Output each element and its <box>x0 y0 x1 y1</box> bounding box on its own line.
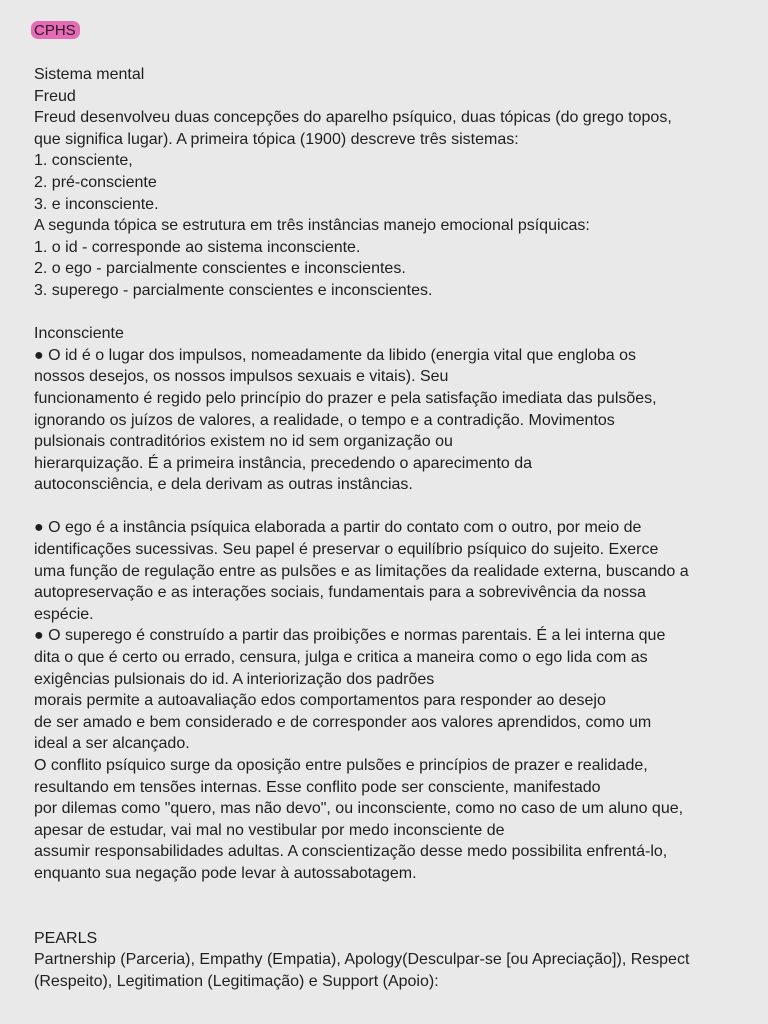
text-line: de ser amado e bem considerado e de corresponder aos valores aprendidos, como um <box>34 713 652 731</box>
text-line: funcionamento é regido pelo princípio do prazer e pela satisfação imediata das pulsões, <box>34 389 657 407</box>
section-sistema-mental <box>34 64 738 302</box>
text-line: ● O id é o lugar dos impulsos, nomeadamente da libido (energia vital que engloba os <box>34 346 637 364</box>
text-line: espécie. <box>34 605 94 623</box>
spacer <box>34 496 738 518</box>
text-line: autoconsciência, e dela derivam as outras instâncias. <box>34 476 413 494</box>
text-line: morais permite a autoavaliação edos comportamentos para responder ao desejo <box>34 692 606 710</box>
spacer <box>34 885 738 928</box>
text-line: identificações sucessivas. Seu papel é preservar o equilíbrio psíquico do sujeito. Exerce <box>34 541 659 559</box>
text-line: autopreservação e as interações sociais, fundamentais para a sobrevivência da nossa <box>34 584 646 602</box>
list-item: 2. pré-consciente <box>34 173 157 191</box>
highlight-tag: CPHS <box>31 21 80 39</box>
text-line: ● O ego é a instância psíquica elaborada a partir do contato com o outro, por meio de <box>34 519 642 537</box>
list-item: 1. o id - corresponde ao sistema inconsciente. <box>34 238 361 256</box>
text-line: Freud desenvolveu duas concepções do aparelho psíquico, duas tópicas (do grego topos, <box>34 109 672 127</box>
text-line: apesar de estudar, vai mal no vestibular por medo inconsciente de <box>34 821 505 839</box>
text-line: ● O superego é construído a partir das proibições e normas parentais. É a lei interna que <box>34 627 666 645</box>
text-line: dita o que é certo ou errado, censura, julga e critica a maneira como o ego lida com as <box>34 649 648 667</box>
list-item: 1. consciente, <box>34 152 133 170</box>
list-item: 2. o ego - parcialmente conscientes e inconscientes. <box>34 260 406 278</box>
section-heading: PEARLS <box>34 929 98 947</box>
text-line: Partnership (Parceria), Empathy (Empatia), Apology(Desculpar-se [ou Apreciação]), Respect <box>34 951 690 969</box>
text-line: A segunda tópica se estrutura em três instâncias manejo emocional psíquicas: <box>34 217 590 235</box>
spacer <box>34 302 738 324</box>
text-line: (Respeito), Legitimation (Legitimação) e Support (Apoio): <box>34 972 439 990</box>
section-ego-superego <box>34 517 738 884</box>
text-line: nossos desejos, os nossos impulsos sexuais e vitais). Seu <box>34 368 449 386</box>
text-line: resultando em tensões internas. Esse conflito pode ser consciente, manifestado <box>34 778 601 796</box>
list-item: 3. e inconsciente. <box>34 195 159 213</box>
text-line: pulsionais contraditórios existem no id sem organização ou <box>34 433 453 451</box>
section-inconsciente <box>34 323 738 496</box>
section-heading: Sistema mental <box>34 66 145 83</box>
list-item: 3. superego - parcialmente conscientes e inconscientes. <box>34 281 433 299</box>
section-heading: Inconsciente <box>34 325 124 343</box>
text-line: que significa lugar). A primeira tópica (1900) descreve três sistemas: <box>34 130 519 148</box>
text-line: enquanto sua negação pode levar à autossabotagem. <box>34 864 417 882</box>
section-pearls <box>34 928 738 993</box>
text-line: hierarquização. É a primeira instância, precedendo o aparecimento da <box>34 454 533 472</box>
text-line: uma função de regulação entre as pulsões e as limitações da realidade externa, buscando a <box>34 562 689 580</box>
text-line: ideal a ser alcançado. <box>34 735 190 753</box>
text-line: assumir responsabilidades adultas. A conscientização desse medo possibilita enfrentá-lo, <box>34 843 668 861</box>
text-line: por dilemas como "quero, mas não devo", ou inconsciente, como no caso de um aluno que, <box>34 800 684 818</box>
text-line: O conflito psíquico surge da oposição entre pulsões e princípios de prazer e realidade, <box>34 757 648 774</box>
text-line: exigências pulsionais do id. A interiorização dos padrões <box>34 670 435 688</box>
text-line: ignorando os juízos de valores, a realidade, o tempo e a contradição. Movimentos <box>34 411 615 429</box>
spacer <box>34 40 738 64</box>
text-line: Freud <box>34 87 76 105</box>
